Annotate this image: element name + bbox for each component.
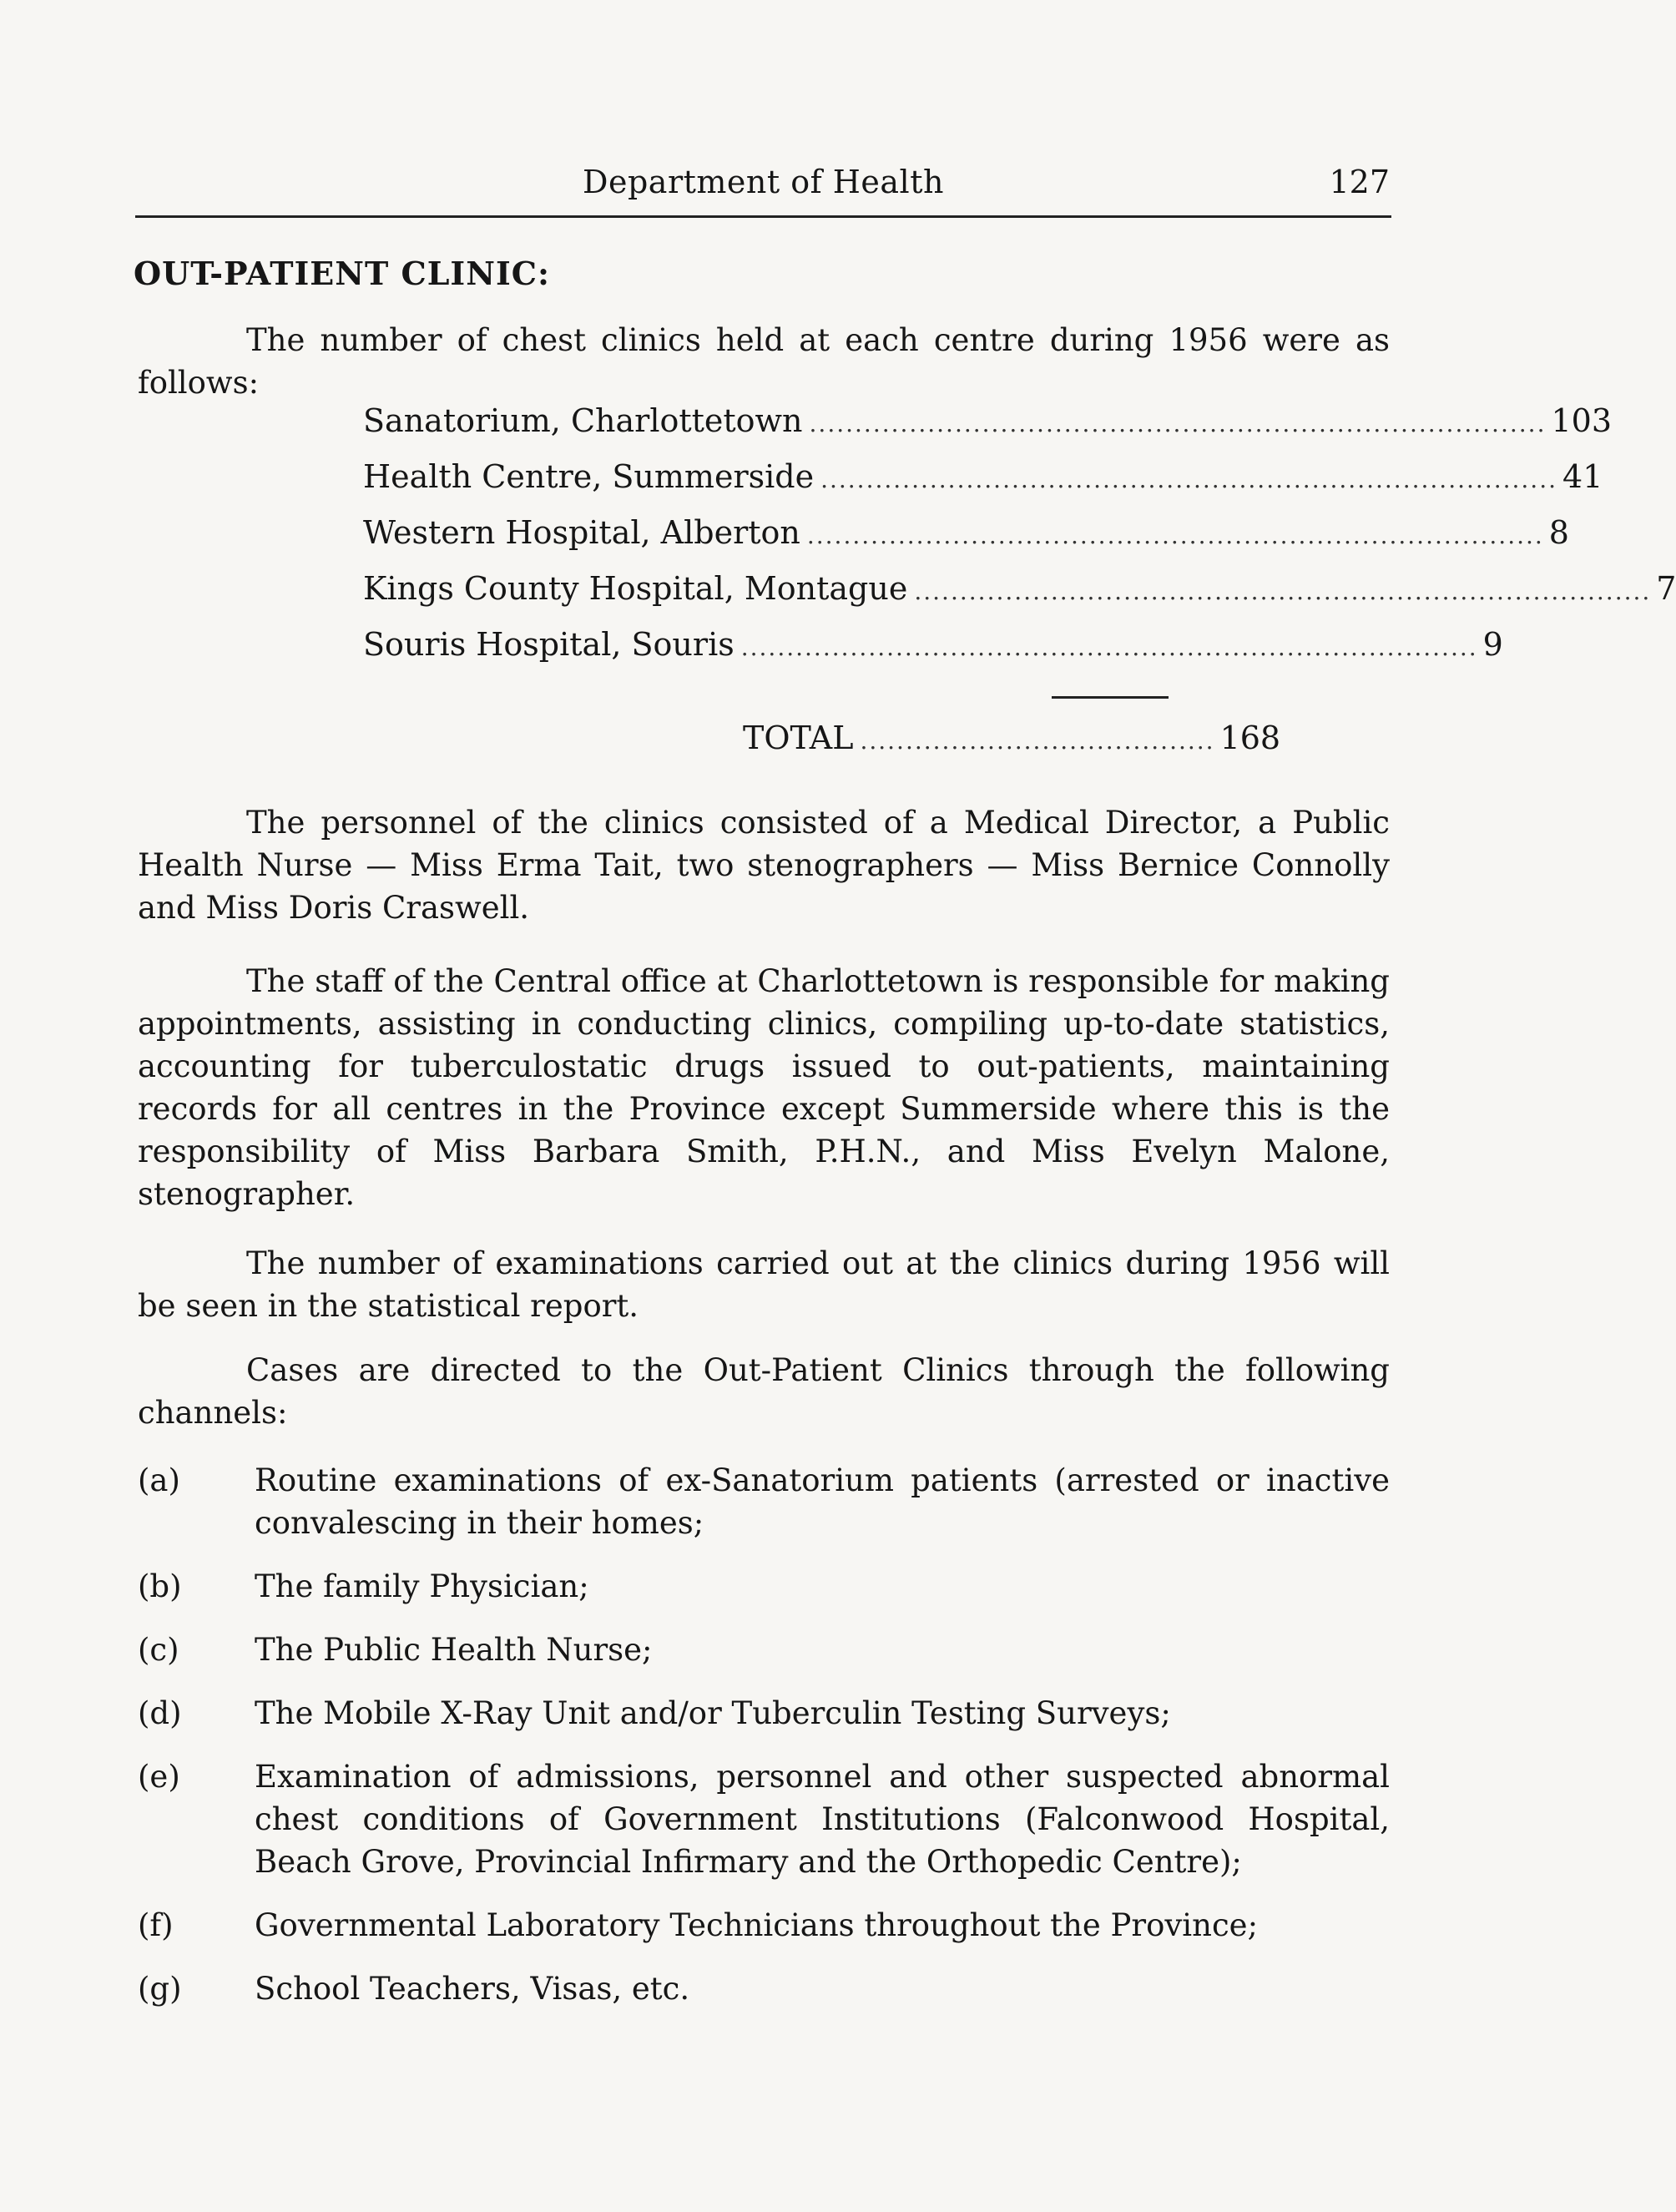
list-marker: (b) (138, 1568, 182, 1604)
clinic-name: Souris Hospital, Souris (363, 626, 735, 663)
dot-leader: ................................................................................. (820, 466, 1558, 493)
clinic-count: 41 (1562, 458, 1603, 495)
channels-intro-paragraph: Cases are directed to the Out-Patient Clinics through the following channels: (138, 1352, 1390, 1431)
list-marker: (e) (138, 1759, 180, 1795)
list-text: The Mobile X-Ray Unit and/or Tuberculin Testing Surveys; (255, 1695, 1171, 1731)
list-item (138, 1565, 1390, 1608)
dot-leader: ................................................................................. (914, 578, 1652, 605)
clinic-row (363, 458, 1603, 514)
examinations-paragraph: The number of examinations carried out at the clinics during 1956 will be seen in the statistical report. (138, 1245, 1390, 1324)
list-text: Routine examinations of ex-Sanatorium patients (arrested or inactive convalescing in their homes; (255, 1462, 1390, 1541)
clinic-count: 9 (1482, 626, 1503, 663)
list-marker: (f) (138, 1907, 174, 1943)
personnel-paragraph: The personnel of the clinics consisted of a Medical Director, a Public Health Nurse — Miss Erma Tait, two stenographers — Miss Bernice Connolly and Miss Doris Craswell. (138, 805, 1390, 926)
running-header (135, 159, 1391, 218)
clinic-count: 7 (1656, 570, 1676, 607)
clinic-count: 8 (1548, 514, 1569, 551)
list-item (138, 1459, 1390, 1544)
clinic-row (363, 626, 1503, 682)
staff-paragraph: The staff of the Central office at Charlottetown is responsible for making appointments, assisting in conducting clinics, compiling up-to-date statistics, accounting for tuberculostatic drugs issued to out-patients, maintaining records for all centres in the Province except Summerside where this is the responsibility of Miss Barbara Smith, P.H.N., and Miss Evelyn Malone, stenographer. (138, 963, 1390, 1212)
total-row (743, 720, 1281, 756)
dot-leader: ................................................................................. (806, 522, 1544, 549)
list-item (138, 1692, 1390, 1735)
clinic-name: Sanatorium, Charlottetown (363, 402, 803, 439)
clinic-name: Kings County Hospital, Montague (363, 570, 908, 607)
list-marker: (g) (138, 1971, 182, 2007)
total-label: TOTAL (743, 720, 854, 756)
total-rule (1052, 696, 1169, 699)
section-heading: OUT-PATIENT CLINIC: (134, 255, 550, 292)
clinic-name: Western Hospital, Alberton (363, 514, 800, 551)
list-item (138, 1629, 1390, 1671)
dot-leader: ....................................... (860, 727, 1215, 755)
page-number: 127 (1329, 164, 1390, 200)
clinic-table (363, 402, 1676, 682)
dot-leader: ................................................................................. (740, 634, 1478, 661)
list-text: The Public Health Nurse; (255, 1632, 653, 1668)
list-text: School Teachers, Visas, etc. (255, 1971, 690, 2007)
clinic-row (363, 514, 1569, 570)
clinic-row (363, 570, 1676, 626)
list-marker: (a) (138, 1462, 180, 1498)
clinic-count: 103 (1551, 402, 1612, 439)
intro-paragraph: The number of chest clinics held at each centre during 1956 were as follows: (138, 322, 1390, 401)
list-text: The family Physician; (255, 1568, 589, 1604)
list-marker: (d) (138, 1695, 182, 1731)
clinic-row (363, 402, 1612, 458)
total-value: 168 (1219, 720, 1281, 756)
list-item (138, 1904, 1390, 1947)
clinic-name: Health Centre, Summerside (363, 458, 815, 495)
running-title: Department of Health (583, 164, 944, 200)
list-item (138, 1967, 1390, 2010)
channels-list (138, 1459, 1390, 2031)
list-text: Examination of admissions, personnel and other suspected abnormal chest conditions of Government Institutions (Falconwood Hospital, Beach Grove, Provincial Infirmary and the Orthopedic Centre); (255, 1759, 1390, 1880)
list-marker: (c) (138, 1632, 179, 1668)
dot-leader: ................................................................................. (809, 410, 1547, 437)
list-item (138, 1755, 1390, 1883)
list-text: Governmental Laboratory Technicians throughout the Province; (255, 1907, 1259, 1943)
